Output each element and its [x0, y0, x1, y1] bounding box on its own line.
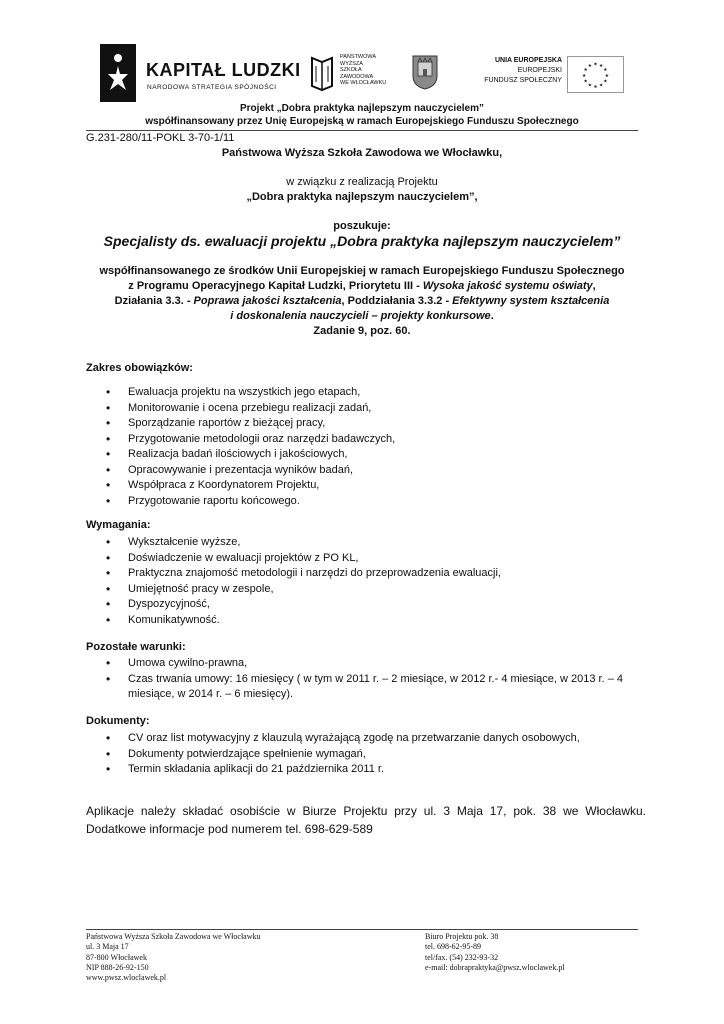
kapital-ludzki-title: KAPITAŁ LUDZKI: [146, 60, 301, 80]
kapital-ludzki-subtitle: NARODOWA STRATEGIA SPÓJNOŚCI: [147, 84, 277, 91]
footer-divider: [86, 929, 638, 930]
list-item: • CV oraz list motywacyjny z klauzulą wyrażającą zgodę na przetwarzanie danych osobowych,: [106, 731, 646, 747]
project-header-line: Projekt „Dobra praktyka najlepszym nauczycielem”: [240, 103, 484, 114]
funding-line-1: współfinansowanego ze środków Unii Europejskiej w ramach Europejskiego Funduszu Społecznego: [99, 265, 625, 277]
svg-text:★: ★: [593, 62, 598, 68]
documents-title: Dokumenty:: [86, 715, 150, 727]
svg-text:★: ★: [603, 68, 608, 74]
list-item: • Umiejętność pracy w zespole,: [106, 582, 646, 598]
duties-list: [106, 385, 646, 509]
header-divider: [86, 130, 638, 131]
eu-flag-icon: [567, 56, 624, 93]
footer-fax: tel/fax. (54) 232-93-32: [425, 952, 499, 962]
footer-nip: NIP 888-26-92-150: [86, 962, 149, 972]
svg-text:★: ★: [599, 83, 604, 89]
list-item: • Komunikatywność.: [106, 613, 646, 629]
footer-city: 87-800 Włocławek: [86, 952, 147, 962]
svg-text:★: ★: [583, 68, 588, 74]
project-name: „Dobra praktyka najlepszym nauczycielem”,: [246, 191, 478, 203]
cofinanced-header-line: współfinansowany przez Unię Europejską w ramach Europejskiego Funduszu Społecznego: [145, 116, 579, 127]
list-item: • Sporządzanie raportów z bieżącej pracy,: [106, 416, 646, 432]
footer-website: www.pwsz.wloclawek.pl: [86, 973, 167, 983]
reference-number: G.231-280/11-POKL 3-70-1/11: [86, 132, 235, 144]
list-item: • Umowa cywilno-prawna,: [106, 656, 636, 672]
seeking-label: poszukuje:: [333, 220, 391, 232]
task-number: Zadanie 9, poz. 60.: [313, 325, 411, 337]
svg-text:★: ★: [587, 83, 592, 89]
svg-text:★: ★: [593, 85, 598, 91]
kapital-ludzki-emblem-icon: [100, 44, 136, 102]
requirements-title: Wymagania:: [86, 519, 151, 531]
eu-logo: [468, 52, 628, 98]
wloclawek-coat-of-arms-icon: [412, 54, 438, 90]
list-item: • Wykształcenie wyższe,: [106, 535, 646, 551]
list-item: • Monitorowanie i ocena przebiegu realizacji zadań,: [106, 401, 646, 417]
funding-line-3: Działania 3.3. - Poprawa jakości kształcenia, Poddziałania 3.3.2 - Efektywny system kształcenia: [114, 295, 610, 307]
list-item: • Przygotowanie raportu końcowego.: [106, 494, 646, 510]
list-item: • Praktyczna znajomość metodologii i narzędzi do przeprowadzenia ewaluacji,: [106, 566, 646, 582]
list-item: • Współpraca z Koordynatorem Projektu,: [106, 478, 646, 494]
list-item: • Dokumenty potwierdzające spełnienie wymagań,: [106, 747, 646, 763]
position-title: Specjalisty ds. ewaluacji projektu „Dobra praktyka najlepszym nauczycielem”: [103, 233, 621, 249]
list-item: • Ewaluacja projektu na wszystkich jego etapach,: [106, 385, 646, 401]
eu-line-2: EUROPEJSKI: [517, 67, 562, 74]
pwsz-logo-text: PAŃSTWOWA WYŻSZA SZKOŁA ZAWODOWA WE WŁOCŁAWKU: [340, 54, 387, 86]
list-item: • Realizacja badań ilościowych i jakościowych,: [106, 447, 646, 463]
list-item: • Dyspozycyjność,: [106, 597, 646, 613]
footer-phone: tel. 698-62-95-89: [425, 942, 481, 952]
other-conditions-list: [106, 656, 636, 703]
pwsz-emblem-icon: [308, 52, 336, 92]
svg-text:★: ★: [603, 79, 608, 85]
pwsz-logo: [308, 52, 388, 98]
list-item: • Przygotowanie metodologii oraz narzędzi badawczych,: [106, 432, 646, 448]
footer-email: e-mail: dobrapraktyka@pwsz.wloclawek.pl: [425, 962, 565, 972]
documents-list: [106, 731, 646, 778]
list-item: • Opracowywanie i prezentacja wyników badań,: [106, 463, 646, 479]
list-item: • Czas trwania umowy: 16 miesięcy ( w tym w 2011 r. – 2 miesiące, w 2012 r.- 4 miesiące, w 2013 r. – 4 miesiące, w 2014 r. – 6 miesięcy).: [106, 672, 636, 703]
svg-text:★: ★: [599, 64, 604, 70]
requirements-list: [106, 535, 646, 628]
footer-street: ul. 3 Maja 17: [86, 942, 129, 952]
funding-line-2: z Programu Operacyjnego Kapitał Ludzki, Priorytetu III - Wysoka jakość systemu oświaty,: [128, 280, 596, 292]
footer-institution: Państwowa Wyższa Szkoła Zawodowa we Włocławku: [86, 932, 261, 941]
footer-office: Biuro Projektu pok. 38: [425, 932, 499, 941]
svg-text:★: ★: [587, 64, 592, 70]
intro-line: w związku z realizacją Projektu: [286, 176, 438, 188]
institution-name: Państwowa Wyższa Szkoła Zawodowa we Włocławku,: [221, 147, 503, 159]
other-conditions-title: Pozostałe warunki:: [86, 641, 186, 653]
list-item: • Termin składania aplikacji do 21 października 2011 r.: [106, 762, 646, 778]
funding-line-4: i doskonalenia nauczycieli – projekty konkursowe.: [230, 310, 494, 322]
closing-line-2: Dodatkowe informacje pod numerem tel. 698-629-589: [86, 822, 373, 836]
eu-title: UNIA EUROPEJSKA: [494, 57, 562, 64]
svg-text:★: ★: [583, 79, 588, 85]
svg-text:★: ★: [604, 73, 609, 79]
eu-line-3: FUNDUSZ SPOŁECZNY: [484, 77, 562, 84]
svg-text:★: ★: [582, 73, 587, 79]
footer-right: [425, 932, 565, 973]
footer-left: [86, 932, 261, 983]
list-item: • Doświadczenie w ewaluacji projektów z PO KL,: [106, 551, 646, 567]
closing-line-1: Aplikacje należy składać osobiście w Biurze Projektu przy ul. 3 Maja 17, pok. 38 we Włocławku.: [86, 804, 646, 818]
duties-title: Zakres obowiązków:: [86, 362, 193, 374]
kapital-ludzki-logo: [100, 44, 301, 104]
